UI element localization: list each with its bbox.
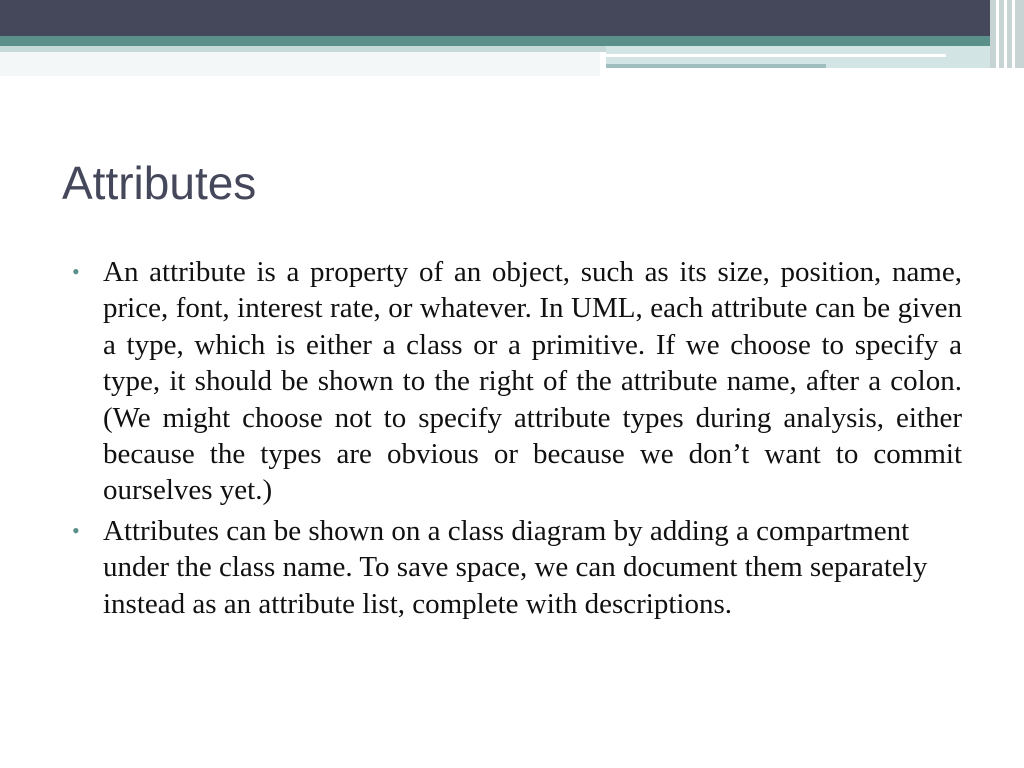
- header-stripe: [1012, 0, 1015, 68]
- bullet-dot-icon: •: [72, 517, 80, 543]
- header-stripe: [1004, 0, 1007, 68]
- header-corner-stripes: [990, 0, 1024, 68]
- header-stripe: [996, 0, 999, 68]
- bullet-text: Attributes can be shown on a class diagram by adding a compartment under the class name. To save space, we can document them separately instead as an attribute list, complete with descriptions.: [103, 514, 928, 620]
- bullet-list: [72, 254, 962, 626]
- bullet-item: [72, 513, 962, 622]
- header-teal-band: [0, 36, 1024, 46]
- header-dark-band: [0, 0, 1024, 36]
- header-decoration: [0, 0, 1024, 72]
- slide-title: Attributes: [62, 157, 257, 209]
- bullet-item: [72, 254, 962, 509]
- bullet-dot-icon: •: [72, 259, 80, 284]
- header-pale-band: [0, 52, 600, 76]
- bullet-text: An attribute is a property of an object, such as its size, position, name, price, font, interest rate, or whatever. In UML, each attribute can be given a type, which is either a class or a primitive. If we choose to specify a type, it should be shown to the right of the attribute name, after a colon. (We might choose not to specify attribute types during analysis, either because the types are obvious or because we don’t want to commit ourselves yet.): [103, 256, 962, 507]
- header-accent-line: [606, 54, 946, 57]
- header-accent-line: [606, 64, 826, 68]
